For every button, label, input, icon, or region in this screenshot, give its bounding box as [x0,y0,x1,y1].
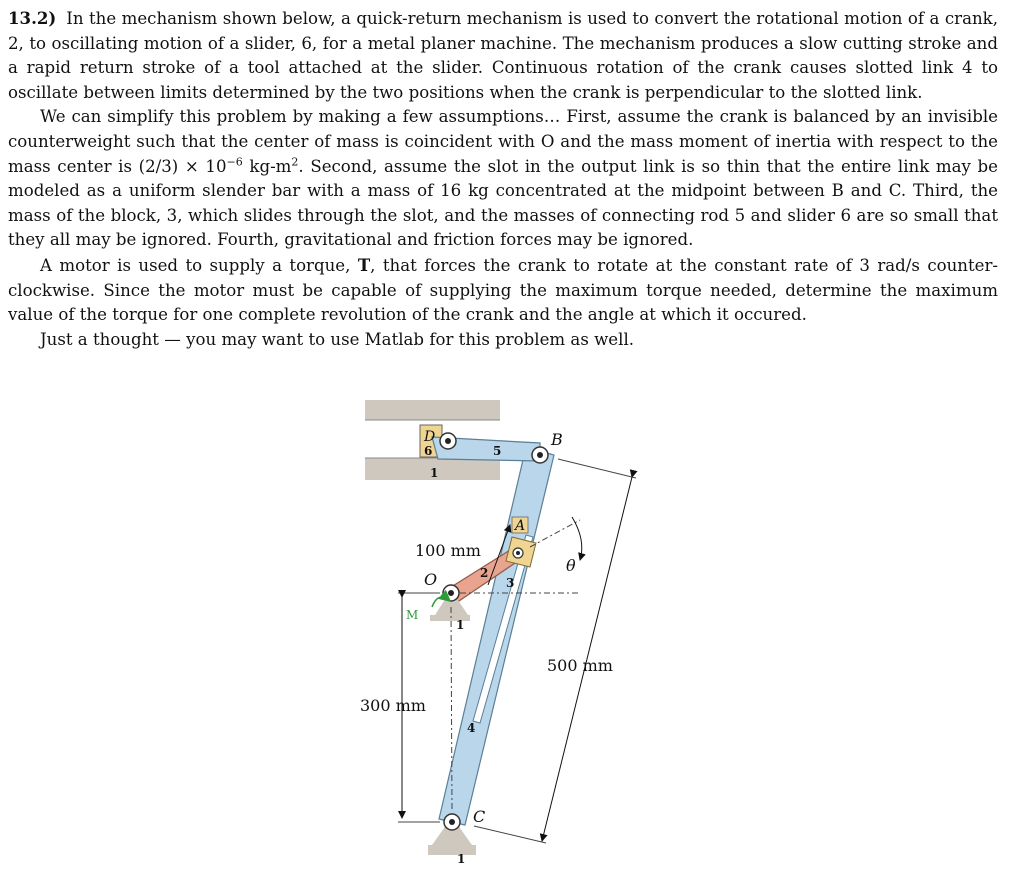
label-500mm: 500 mm [547,656,613,675]
problem-text [8,6,998,352]
label-A: A [515,518,526,534]
problem-number: 13.2) [8,8,57,28]
mechanism-diagram [340,385,660,871]
paragraph-1-text: In the mechanism shown below, a quick-return mechanism is used to convert the rotational motion of a crank, 2, to oscillating motion of a slider, 6, for a metal planer machine. The mechanism produces a slow cutting stroke and a rapid return stroke of a tool attached at the slider. Continuous rotation of the crank causes slotted link 4 to oscillate between limits determined by the two positions when the crank is perpendicular to the slotted link. [8,9,998,102]
pin-A-center [516,551,520,555]
label-4: 4 [467,721,476,735]
dim-500-ext-bottom [474,826,546,843]
label-1-top: 1 [430,466,439,480]
ground-C-base [428,845,476,855]
label-300mm: 300 mm [360,696,426,715]
label-B: B [551,430,563,449]
pin-C-center [449,819,455,825]
label-M: M [406,608,419,622]
paragraph-4-text: Just a thought — you may want to use Matlab for this problem as well. [40,329,635,349]
label-3: 3 [506,576,515,590]
paragraph-2-part-c: . Second, assume the slot in the output link is so thin that the entire link may be modeled as a uniform slender bar with a mass of 16 kg concentrated at the midpoint between B and C. Third, the mass of the block, 3, which slides through the slot, and the masses of connecting rod 5 and slider 6 are so small that they all may be ignored. Fourth, gravitational and friction forces may be ignored. [8,156,998,250]
paragraph-2-part-a: We can simplify this problem by making a few assumptions… First, assume the crank is balanced by an invisible counterweight such that the center of mass is coincident with O and the mass moment of inertia with respect to the mass center is (2/3) × 10 [8,107,998,176]
theta-arc [572,517,582,560]
dim-500-ext-top [558,459,636,478]
torque-symbol: T [357,254,371,275]
label-D: D [424,429,436,445]
paragraph-3 [8,253,998,328]
slotted-link-4 [439,447,554,825]
label-C: C [473,807,486,826]
label-theta: θ [566,556,576,575]
pin-B-center [537,452,543,458]
pin-O-center [448,590,454,596]
label-2: 2 [480,566,489,580]
label-O: O [424,570,438,589]
paragraph-2 [8,105,998,253]
exponent: −6 [226,155,243,169]
label-1-mid: 1 [456,618,465,632]
pin-D-center [445,438,451,444]
exponent-squared: 2 [291,155,299,169]
paragraph-2-part-b: kg-m [242,156,292,176]
paragraph-3-part-a: A motor is used to supply a torque, [40,255,358,275]
paragraph-4 [8,328,998,353]
mechanism-figure [340,385,660,871]
label-6: 6 [424,444,433,458]
label-100mm: 100 mm [415,541,481,560]
paragraph-3-part-b: , that forces the crank to rotate at the constant rate of 3 rad/s counter-clockwise. Since the motor must be capable of supplying the maximum torque needed, determine the maximum value of the torque for one complete revolution of the crank and the angle at which it occured. [8,255,999,325]
label-1-bottom: 1 [457,852,466,866]
paragraph-1 [8,6,998,105]
upper-guide [365,400,500,420]
label-5: 5 [493,444,502,458]
